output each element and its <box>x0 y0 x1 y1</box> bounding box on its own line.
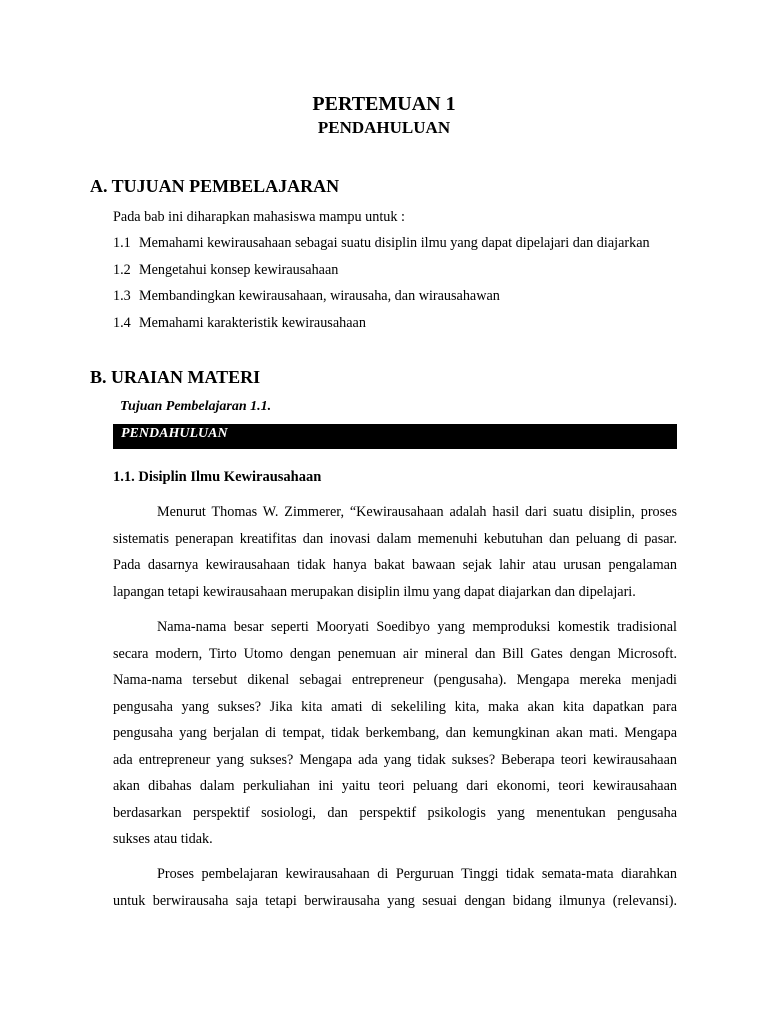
objectives-intro: Pada bab ini diharapkan mahasiswa mampu untuk : <box>113 209 405 225</box>
objective-text: Memahami karakteristik kewirausahaan <box>139 315 366 331</box>
objective-text: Membandingkan kewirausahaan, wirausaha, dan wirausahawan <box>139 288 500 304</box>
paragraph-line: Nama-nama besar seperti Mooryati Soedibyo yang memproduksi komestik tradisional <box>157 619 677 635</box>
paragraph-line: pengusaha yang sukses? Jika kita amati di sekeliling kita, maka akan kita dapatkan para <box>113 698 677 715</box>
paragraph-line: Proses pembelajaran kewirausahaan di Perguruan Tinggi tidak semata-mata diarahkan <box>157 866 677 882</box>
paragraph-2 <box>113 614 677 853</box>
objective-text: Memahami kewirausahaan sebagai suatu disiplin ilmu yang dapat dipelajari dan diajarkan <box>139 235 650 251</box>
objective-item <box>113 262 338 279</box>
paragraph-line: berdasarkan perspektif sosiologi, dan perspektif psikologis yang menentukan pengusaha <box>113 804 677 821</box>
objective-number: 1.2 <box>113 262 131 278</box>
paragraph-line: Pada dasarnya kewirausahaan tidak hanya bakat bawaan sejak lahir atau urusan pengalaman <box>113 557 677 573</box>
page-title: PERTEMUAN 1 <box>312 93 456 115</box>
objective-number: 1.3 <box>113 288 131 304</box>
paragraph-line: Nama-nama tersebut dikenal sebagai entrepreneur (pengusaha). Mengapa mereka menjadi <box>113 672 677 688</box>
paragraph-line: ada entrepreneur yang sukses? Mengapa ada yang tidak sukses? Beberapa teori kewirausahaan <box>113 751 677 768</box>
paragraph-line: sukses atau tidak. <box>113 831 213 847</box>
paragraph-line: sistematis penerapan kreatifitas dan inovasi dalam memenuhi kebutuhan dan peluang di pasar. <box>113 530 677 547</box>
subsection-title: 1.1. Disiplin Ilmu Kewirausahaan <box>113 469 322 485</box>
paragraph-line: untuk berwirausaha saja tetapi berwirausaha yang sesuai dengan bidang ilmunya (relevansi). <box>113 892 677 909</box>
paragraph-1 <box>113 499 677 605</box>
page-subtitle: PENDAHULUAN <box>317 118 451 137</box>
objective-number: 1.4 <box>113 315 131 331</box>
learning-objective-label: Tujuan Pembelajaran 1.1. <box>120 399 272 414</box>
paragraph-3 <box>113 861 677 914</box>
paragraph-line: Menurut Thomas W. Zimmerer, “Kewirausahaan adalah hasil dari suatu disiplin, proses <box>157 504 677 520</box>
paragraph-line: pengusaha yang berjalan di tempat, tidak berkembang, dan kemungkinan akan mati. Mengapa <box>113 725 677 741</box>
objective-item <box>113 235 650 252</box>
objective-item <box>113 288 500 305</box>
section-banner: PENDAHULUAN <box>113 424 677 449</box>
paragraph-line: akan dibahas dalam perkuliahan ini yaitu teori peluang dari ekonomi, teori kewirausahaan <box>113 778 677 794</box>
objective-text: Mengetahui konsep kewirausahaan <box>139 262 339 278</box>
paragraph-line: secara modern, Tirto Utomo dengan penemuan air mineral dan Bill Gates dengan Microsoft. <box>113 645 677 662</box>
section-a-heading: A. TUJUAN PEMBELAJARAN <box>90 176 340 196</box>
section-b-heading: B. URAIAN MATERI <box>90 367 261 387</box>
objective-number: 1.1 <box>113 235 131 251</box>
paragraph-line: lapangan tetapi kewirausahaan merupakan disiplin ilmu yang dapat diajarkan dan dipelajari. <box>113 583 636 600</box>
objective-item <box>113 315 366 332</box>
